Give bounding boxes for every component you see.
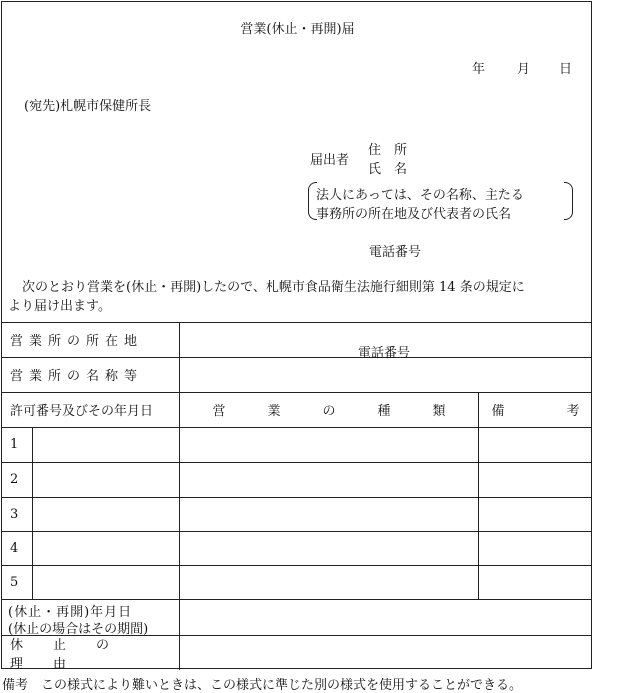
form-title: 営業(休止・再開)届	[240, 22, 355, 37]
row-number-2: 2	[10, 472, 19, 487]
reason-label-text: 休止の理由	[10, 637, 140, 672]
date-year-label: 年	[472, 62, 486, 77]
permit-header	[10, 392, 178, 427]
row-number-5: 5	[10, 574, 19, 590]
row-number-4: 4	[10, 540, 19, 556]
date-day-label: 日	[559, 62, 573, 77]
business-name-label	[10, 357, 172, 392]
name-label: 氏 名	[368, 162, 408, 177]
reason-field[interactable]	[180, 636, 592, 669]
location-value-field[interactable]	[180, 323, 592, 357]
corporate-note-line2: 事務所の所在地及び代表者の氏名	[316, 207, 512, 222]
row-number-3: 3	[10, 506, 19, 522]
business-type-header-text: 営業の種類	[212, 404, 488, 419]
period-label-line2: (休止の場合はその期間)	[8, 622, 149, 637]
permit-header-text: 許可番号及びその年月日	[10, 404, 154, 419]
corporate-note-line1: 法人にあっては、その名称、主たる	[316, 188, 524, 203]
addressee: (宛先)札幌市保健所長	[24, 99, 152, 114]
applicant-label: 届出者	[310, 153, 350, 168]
statement-line2: より届け出ます。	[8, 299, 111, 314]
period-field[interactable]	[180, 600, 592, 635]
period-label-line1: (休止・再開)年月日	[8, 605, 133, 620]
statement-line1: 次のとおり営業を(休止・再開)したので、札幌市食品衛生法施行細則第 14 条の規定に	[22, 280, 525, 295]
note-bracket-right	[564, 182, 573, 220]
date-month-label: 月	[517, 62, 531, 77]
notification-form	[1, 1, 642, 672]
location-label-text: 営業所の所在地	[10, 334, 144, 349]
business-name-field[interactable]	[180, 358, 592, 392]
footer-remarks: 備考 この様式により難いときは、この様式に準じた別の様式を使用することができる。	[2, 678, 523, 693]
location-label	[10, 322, 172, 357]
remarks-header	[479, 392, 642, 427]
business-name-label-text: 営業所の名称等	[10, 369, 144, 384]
reason-label	[10, 635, 172, 670]
row-number-1: 1	[10, 437, 19, 452]
remarks-header-text: 備考	[491, 404, 642, 419]
address-label: 住 所	[368, 143, 408, 158]
applicant-phone-label: 電話番号	[369, 245, 422, 260]
business-type-header	[180, 392, 488, 427]
location-phone-label: 電話番号	[358, 346, 411, 361]
